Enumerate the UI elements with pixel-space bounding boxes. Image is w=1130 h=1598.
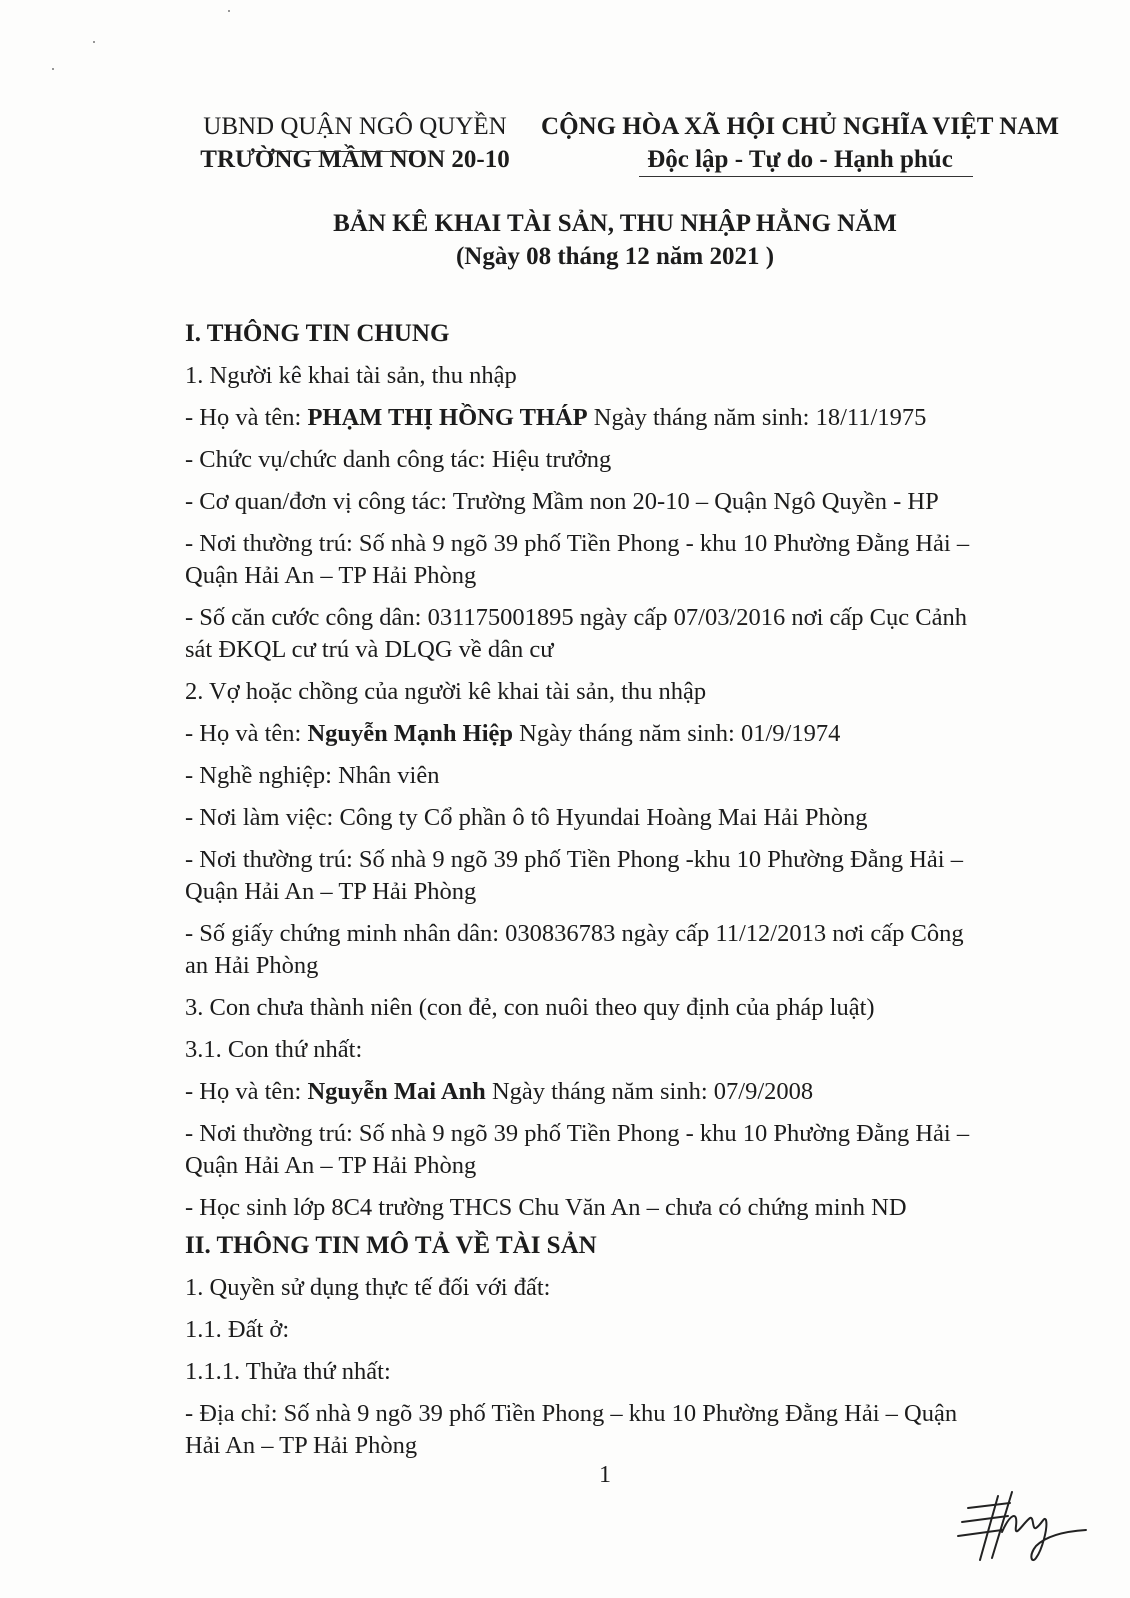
agency-underline xyxy=(252,151,424,152)
child1-name: Nguyễn Mai Anh xyxy=(307,1078,486,1105)
scan-speck xyxy=(228,10,230,12)
land-heading: 1. Quyền sử dụng thực tế đối với đất: xyxy=(185,1274,551,1301)
scan-speck xyxy=(93,41,95,43)
signature-image xyxy=(950,1470,1090,1570)
spouse-workplace: - Nơi làm việc: Công ty Cổ phần ô tô Hyundai Hoàng Mai Hải Phòng xyxy=(185,804,868,831)
child1-name-line: - Họ và tên: Nguyễn Mai Anh Ngày tháng năm sinh: 07/9/2008 xyxy=(185,1078,814,1105)
scan-speck xyxy=(52,68,54,70)
spouse-name: Nguyễn Mạnh Hiệp xyxy=(307,720,514,747)
child1-residence: - Nơi thường trú: Số nhà 9 ngõ 39 phố Tiền Phong - khu 10 Phường Đằng Hải – Quận Hải An – TP Hải Phòng xyxy=(185,1120,970,1179)
spouse-id: - Số giấy chứng minh nhân dân: 030836783 ngày cấp 11/12/2013 nơi cấp Công an Hải Phòng xyxy=(185,920,964,979)
declarant-workplace: - Cơ quan/đơn vị công tác: Trường Mầm non 20-10 – Quận Ngô Quyền - HP xyxy=(185,488,939,515)
section-heading-general-info: I. THÔNG TIN CHUNG xyxy=(185,320,450,347)
child1-heading: 3.1. Con thứ nhất: xyxy=(185,1036,363,1063)
plot1-address: - Địa chỉ: Số nhà 9 ngõ 39 phố Tiền Phong – khu 10 Phường Đằng Hải – Quận Hải An – TP Hải Phòng xyxy=(185,1400,958,1459)
plot1-heading: 1.1.1. Thửa thứ nhất: xyxy=(185,1358,391,1385)
declarant-name-line: - Họ và tên: PHẠM THỊ HỒNG THÁP Ngày tháng năm sinh: 18/11/1975 xyxy=(185,404,927,431)
declarant-name: PHẠM THỊ HỒNG THÁP xyxy=(307,404,588,431)
issuing-agency xyxy=(190,110,520,176)
national-motto xyxy=(525,110,1075,176)
agency-district: UBND QUẬN NGÔ QUYỀN xyxy=(203,113,507,140)
subsection-children: 3. Con chưa thành niên (con đẻ, con nuôi theo quy định của pháp luật) xyxy=(185,994,875,1021)
section-heading-assets: II. THÔNG TIN MÔ TẢ VỀ TÀI SẢN xyxy=(185,1232,597,1259)
motto-underline xyxy=(639,176,973,177)
country-name: CỘNG HÒA XÃ HỘI CHỦ NGHĨA VIỆT NAM xyxy=(541,113,1059,140)
document-title: BẢN KÊ KHAI TÀI SẢN, THU NHẬP HẰNG NĂM xyxy=(333,210,897,237)
declarant-residence: - Nơi thường trú: Số nhà 9 ngõ 39 phố Tiền Phong - khu 10 Phường Đằng Hải – Quận Hải An – TP Hải Phòng xyxy=(185,530,970,589)
spouse-residence: - Nơi thường trú: Số nhà 9 ngõ 39 phố Tiền Phong -khu 10 Phường Đằng Hải – Quận Hải An – TP Hải Phòng xyxy=(185,846,963,905)
declarant-id: - Số căn cước công dân: 031175001895 ngày cấp 07/03/2016 nơi cấp Cục Cảnh sát ĐKQL cư trú và DLQG về dân cư xyxy=(185,604,967,663)
spouse-name-line: - Họ và tên: Nguyễn Mạnh Hiệp Ngày tháng năm sinh: 01/9/1974 xyxy=(185,720,841,747)
agency-school: TRƯỜNG MẦM NON 20-10 xyxy=(200,146,510,173)
document-body xyxy=(185,318,1040,1472)
subsection-spouse: 2. Vợ hoặc chồng của người kê khai tài sản, thu nhập xyxy=(185,678,707,705)
page-number: 1 xyxy=(599,1462,611,1488)
document-date: (Ngày 08 tháng 12 năm 2021 ) xyxy=(455,243,775,270)
residential-land-heading: 1.1. Đất ở: xyxy=(185,1316,290,1343)
motto: Độc lập - Tự do - Hạnh phúc xyxy=(647,146,953,173)
declarant-position: - Chức vụ/chức danh công tác: Hiệu trưởng xyxy=(185,446,612,473)
spouse-occupation: - Nghề nghiệp: Nhân viên xyxy=(185,762,440,789)
child1-school: - Học sinh lớp 8C4 trường THCS Chu Văn An – chưa có chứng minh ND xyxy=(185,1194,907,1221)
subsection-declarant: 1. Người kê khai tài sản, thu nhập xyxy=(185,362,517,389)
